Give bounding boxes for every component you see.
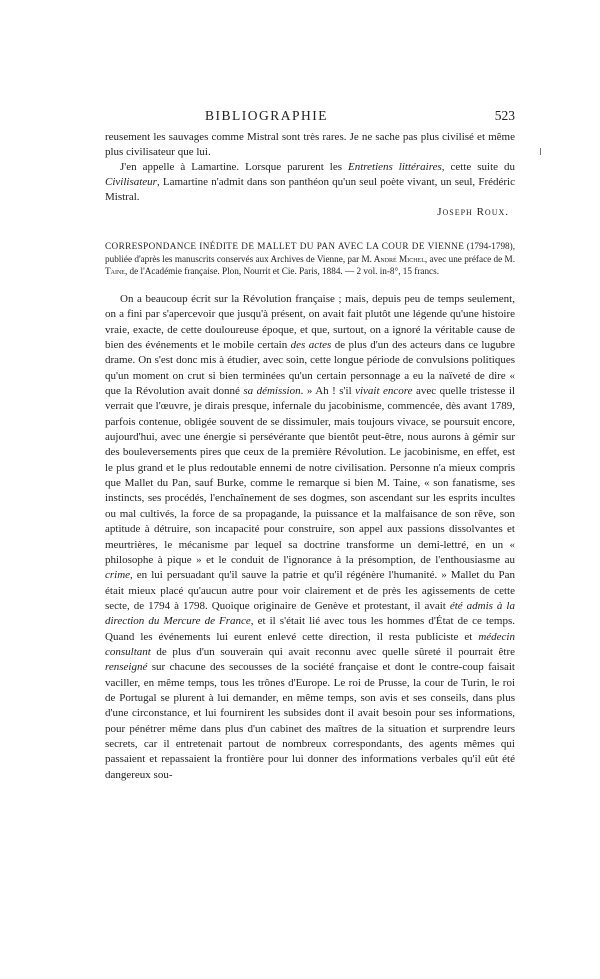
signature-line	[105, 205, 515, 220]
preface-author: M. Taine	[105, 253, 515, 276]
author-signature: Joseph Roux.	[437, 206, 509, 219]
review-one-paragraph-2: J'en appelle à Lamartine. Lorsque parurent les Entretiens littéraires, cette suite du Civilisateur, Lamartine n'admit dans son panthéon qu'un seul poète vivant, un seul, Frédéric Mistral.	[105, 161, 515, 204]
work-title-civilisateur: Civilisateur	[105, 176, 157, 189]
citation-title: CORRESPONDANCE INÉDITE DE MALLET DU PAN AVEC LA COUR DE VIENNE	[105, 241, 465, 251]
work-title-entretiens: Entretiens littéraires	[348, 161, 442, 174]
margin-mark	[540, 148, 541, 155]
bibliographic-citation: CORRESPONDANCE INÉDITE DE MALLET DU PAN AVEC LA COUR DE VIENNE (1794-1798), publiée d'après les manuscrits conservés aux Archives de Vienne, par M. André Michel, avec une préface de M. Taine, de l'Académie française. Plon, Nourrit et Cie. Paris, 1884. — 2 vol. in-8°, 15 francs.	[105, 241, 515, 276]
editor-name: M. André Michel	[361, 253, 425, 264]
page-header	[105, 108, 515, 126]
running-title: BIBLIOGRAPHIE	[205, 108, 328, 123]
page-number: 523	[494, 108, 515, 123]
review-two-paragraph: On a beaucoup écrit sur la Révolution française ; mais, depuis peu de temps seulement, on a fini par s'apercevoir que jusqu'à présent, on avait fait plutôt une légende qu'une histoire vraie, exacte, de cette douloureuse époque, et que, surtout, on a ignoré la véritable cause de bien des événements et le mobile certain des actes de plus d'un des acteurs dans ce lugubre drame. On s'est donc mis à étudier, avec soin, cette longue période de convulsions politiques qu'un moment on crut si bien terminées qu'un certain personnage a eu la naïveté de dire « que la Révolution avait donné sa démission. » Ah ! s'il vivait encore avec quelle tristesse il verrait que l'œuvre, je dirais presque, infernale du jacobinisme, commencée, dès avant 1789, parfois contenue, obligée souvent de se dissimuler, mais toujours vivace, se poursuit encore, aujourd'hui, avec une énergie si persévérante que bientôt peut-être, nous aurons à gémir sur des bouleversements pires que ceux de la première Révolution. Le jacobinisme, en effet, est le plus grand et le plus redoutable ennemi de notre civilisation. Personne n'a mieux compris que Mallet du Pan, sauf Burke, comme le remarque si bien M. Taine, « son fanatisme, ses instincts, ses procédés, l'enchaînement de ses dogmes, son ascendant sur les esprits incultes ou mal cultivés, la force de sa propagande, la puissance et la malfaisance de son rêve, son aptitude à détruire, son incapacité pour construire, son appel aux passions dissolvantes et meurtrières, le mécanisme par lequel sa doctrine transforme un demi-lettré, en un « philosophe à pique » et le conduit de l'ignorance à la présomption, de l'enthousiasme au crime, en lui persuadant qu'il sauve la patrie et qu'il régénère l'humanité. » Mallet du Pan était mieux placé qu'aucun autre pour voir clairement et de près les agissements de cette secte, de 1794 à 1798. Quoique originaire de Genève et protestant, il avait été admis à la direction du Mercure de France, et il s'était lié avec tous les hommes d'État de ce temps. Quand les événements lui eurent enlevé cette direction, il resta publiciste et médecin consultant de plus d'un souverain qui avait reconnu avec quelle sûreté il pourrait être renseigné sur chacune des secousses de la société française et dont le contre-coup faisait vaciller, en même temps, tous les trônes d'Europe. Le roi de Prusse, la cour de Turin, le roi de Portugal se plurent à lui demander, en même temps, son avis et ses conseils, dans plus d'une circonstance, et lui fournirent les subsides dont il avait besoin pour ses informations, pour pénétrer même dans plus d'un cabinet des maîtres de la situation et surprendre leurs secrets, car il entretenait partout de nombreux correspondants, des agents mêmes qui passaient et repassaient la frontière pour lui donner des informations verbales qu'il eût été dangereux sou-	[105, 293, 516, 781]
review-two	[105, 292, 515, 783]
review-one-paragraph-1: reusement les sauvages comme Mistral sont très rares. Je ne sache pas plus civilisé et même plus civilisateur que lui.	[105, 131, 515, 159]
review-one	[105, 130, 515, 221]
